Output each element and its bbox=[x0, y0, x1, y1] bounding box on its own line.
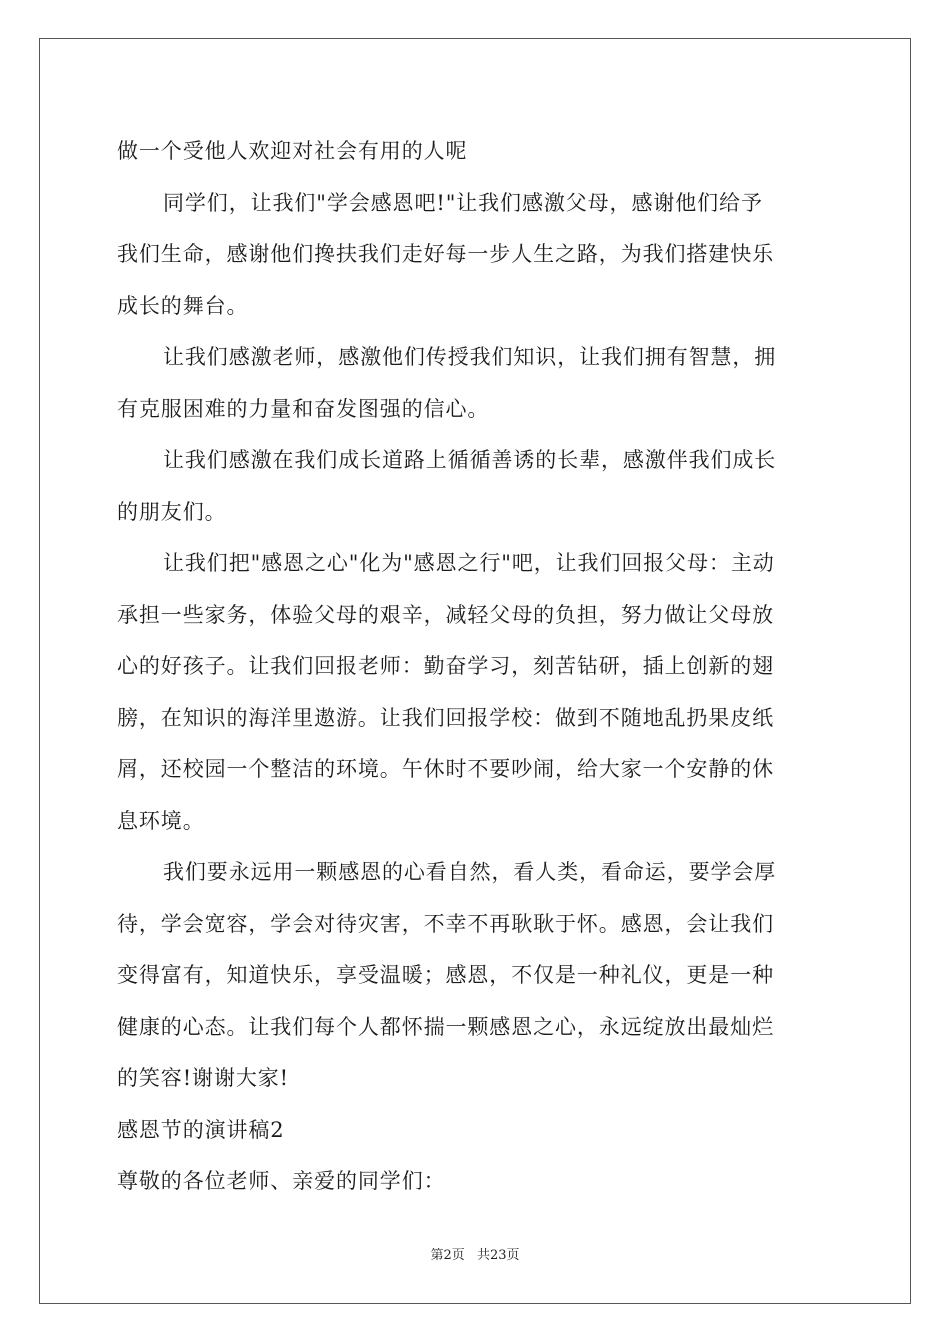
page-footer bbox=[0, 1244, 950, 1263]
text-line: 有克服困难的力量和奋发图强的信心。 bbox=[117, 396, 490, 421]
text-line: 心的好孩子。让我们回报老师：勤奋学习，刻苦钻研，插上创新的翅 bbox=[117, 654, 774, 678]
text-line: 膀，在知识的海洋里遨游。让我们回报学校：做到不随地乱扔果皮纸 bbox=[117, 705, 774, 730]
section-heading: 感恩节的演讲稿2 bbox=[117, 1117, 285, 1142]
text-line: 我们生命，感谢他们搀扶我们走好每一步人生之路，为我们搭建快乐 bbox=[117, 242, 774, 266]
text-line: 的笑容!谢谢大家! bbox=[117, 1066, 289, 1090]
document-body bbox=[117, 126, 833, 1208]
text-line: 健康的心态。让我们每个人都怀揣一颗感恩之心，永远绽放出最灿烂 bbox=[117, 1014, 774, 1039]
text-line: 我们要永远用一颗感恩的心看自然，看人类，看命运，要学会厚 bbox=[163, 860, 777, 884]
text-line: 屑，还校园一个整洁的环境。午休时不要吵闹，给大家一个安静的休 bbox=[117, 757, 774, 781]
page-number: 第2页 bbox=[430, 1248, 465, 1263]
text-line: 做一个受他人欢迎对社会有用的人呢 bbox=[117, 139, 468, 163]
text-line: 待，学会宽容，学会对待灾害，不幸不再耿耿于怀。感恩，会让我们 bbox=[117, 911, 774, 936]
text-line: 同学们，让我们"学会感恩吧!"让我们感激父母，感谢他们给予 bbox=[163, 190, 763, 215]
text-line: 息环境。 bbox=[117, 808, 205, 833]
text-line: 让我们把"感恩之心"化为"感恩之行"吧，让我们回报父母：主动 bbox=[163, 551, 775, 575]
text-line: 让我们感激老师，感激他们传授我们知识，让我们拥有智慧，拥 bbox=[163, 345, 777, 369]
text-line: 变得富有，知道快乐，享受温暖；感恩，不仅是一种礼仪，更是一种 bbox=[117, 963, 774, 987]
page-total: 共23页 bbox=[476, 1248, 520, 1263]
text-line: 成长的舞台。 bbox=[117, 293, 249, 318]
text-line: 承担一些家务，体验父母的艰辛，减轻父母的负担，努力做让父母放 bbox=[117, 602, 774, 627]
text-line: 让我们感激在我们成长道路上循循善诱的长辈，感激伴我们成长 bbox=[163, 448, 777, 472]
salutation: 尊敬的各位老师、亲爱的同学们： bbox=[117, 1169, 446, 1193]
text-line: 的朋友们。 bbox=[117, 499, 227, 524]
